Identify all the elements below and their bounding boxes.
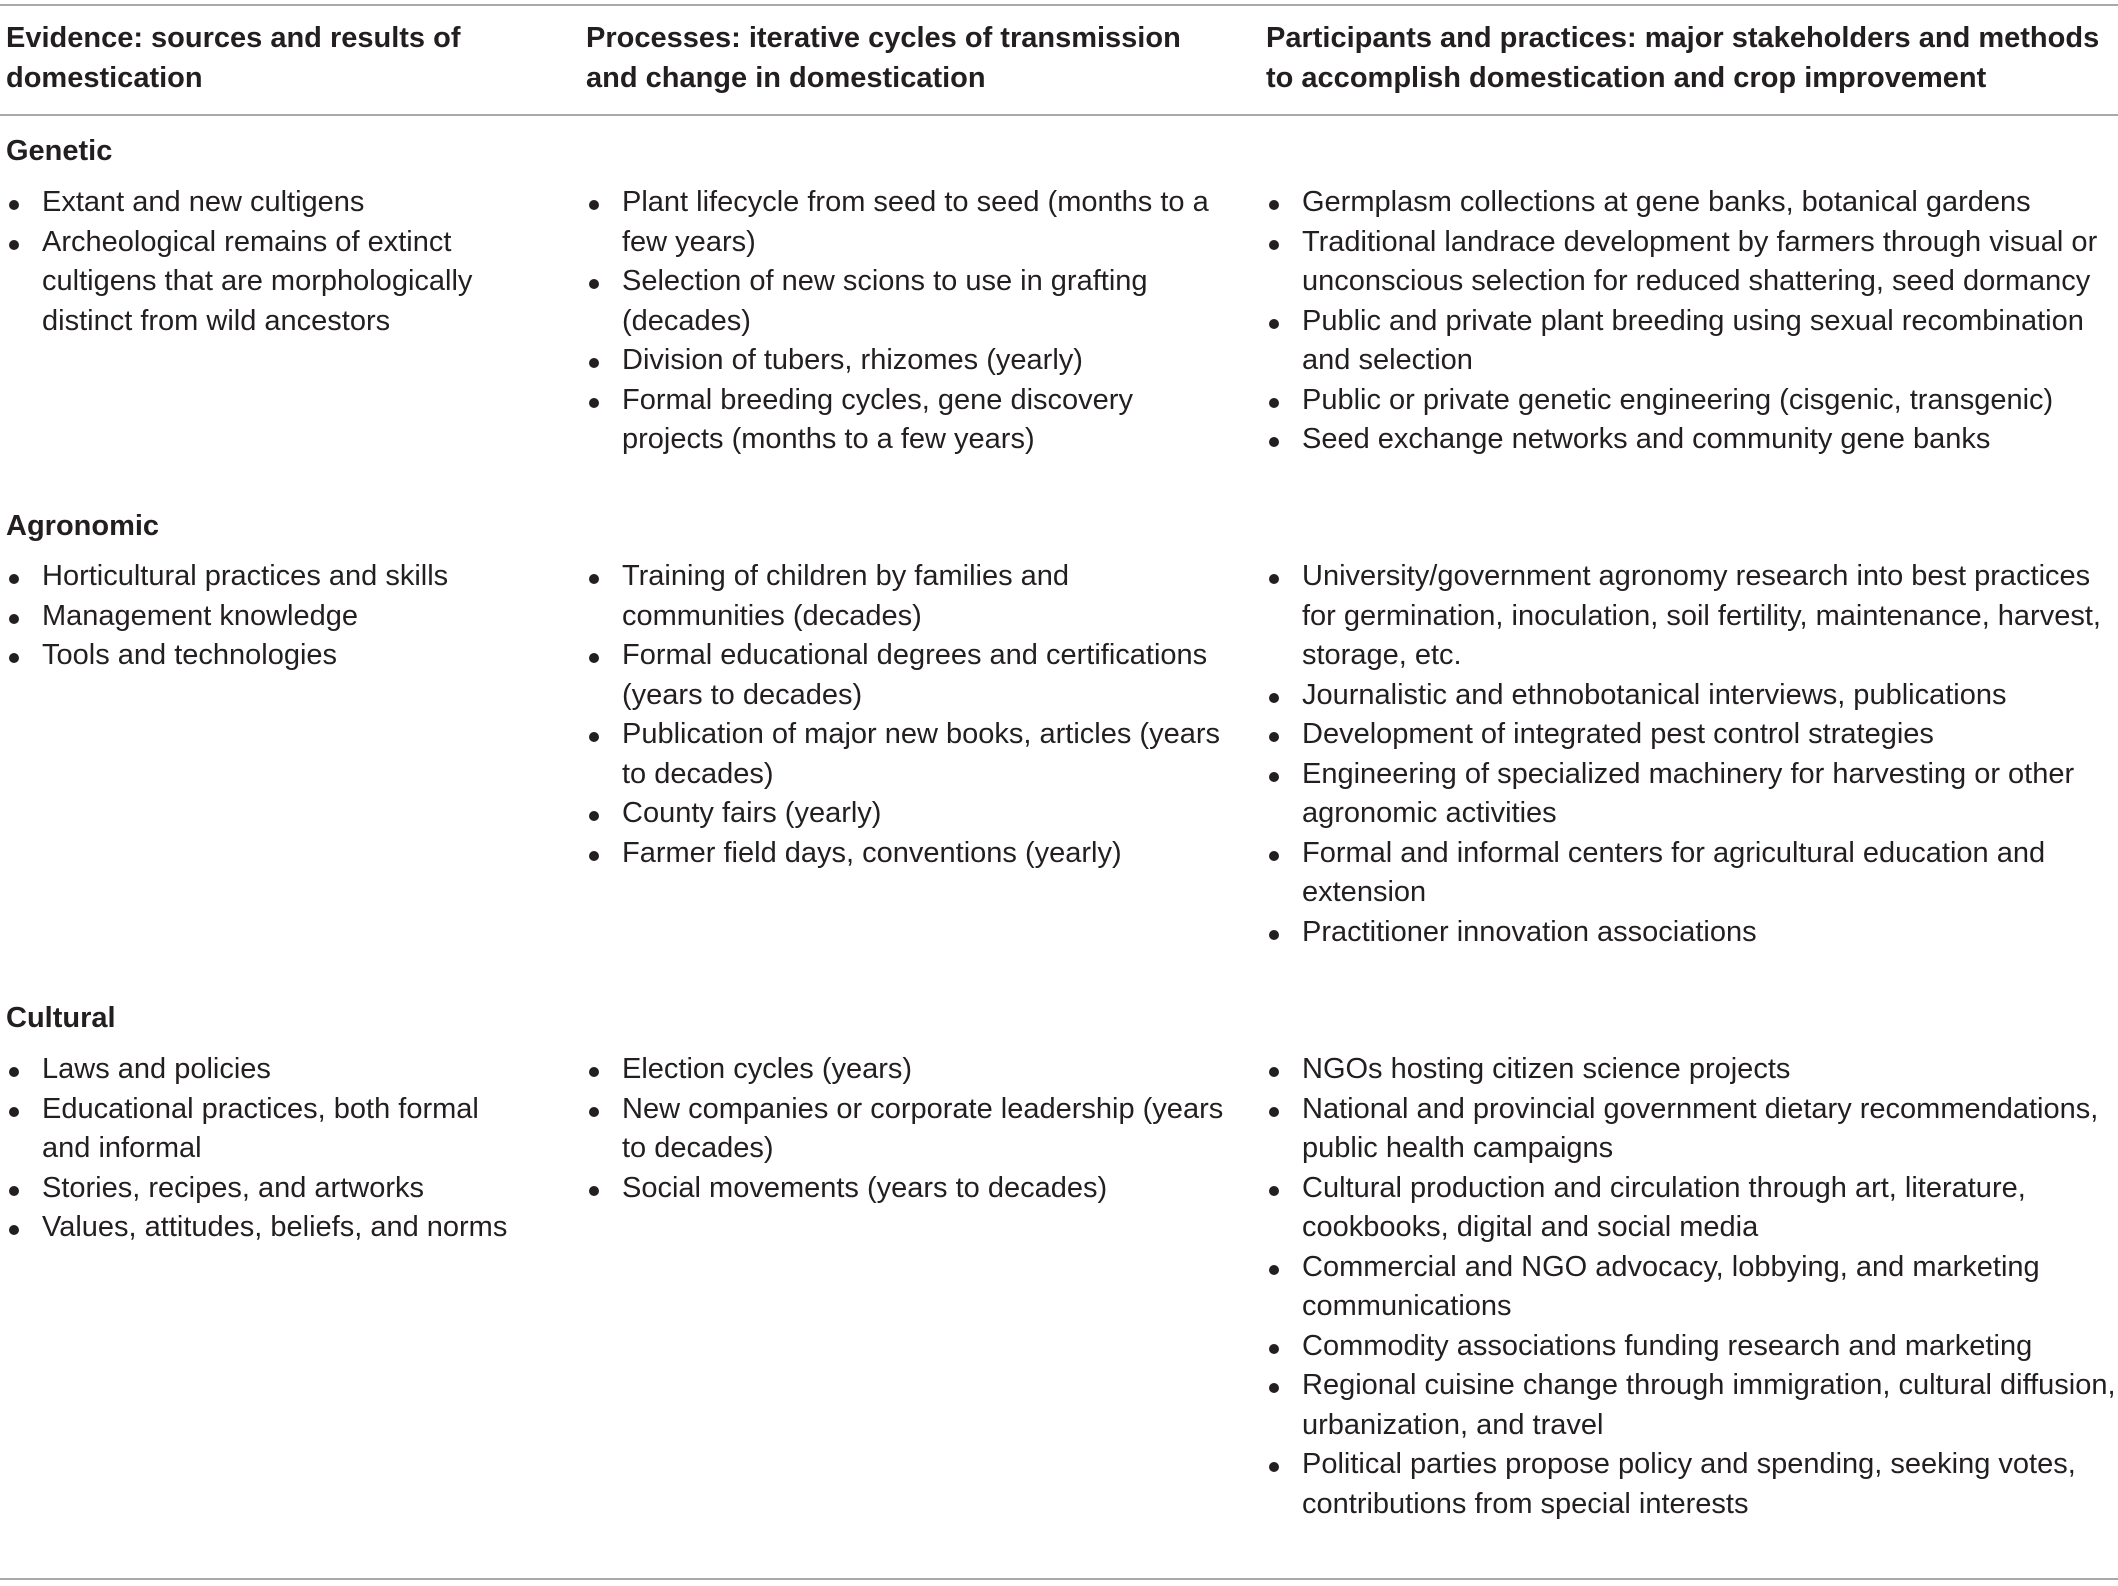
list-item: Formal and informal centers for agricultural education and extension — [1266, 834, 2118, 913]
list-item: Journalistic and ethnobotanical interviews, publications — [1266, 676, 2118, 716]
list-item: New companies or corporate leadership (years to decades) — [586, 1090, 1226, 1169]
list-item: Farmer field days, conventions (yearly) — [586, 834, 1226, 874]
list-item: Commodity associations funding research and marketing — [1266, 1327, 2118, 1367]
list-item: Laws and policies — [6, 1050, 526, 1090]
table-top-rule — [0, 4, 2118, 6]
header-processes: Processes: iterative cycles of transmission and change in domestication — [586, 22, 1181, 94]
cultural-participants-list — [1266, 1050, 2118, 1524]
table-bottom-rule — [0, 1578, 2118, 1580]
agronomic-processes-list — [586, 557, 1226, 873]
list-item: Stories, recipes, and artworks — [6, 1169, 526, 1209]
list-item: NGOs hosting citizen science projects — [1266, 1050, 2118, 1090]
list-item: Division of tubers, rhizomes (yearly) — [586, 341, 1226, 381]
list-item: Values, attitudes, beliefs, and norms — [6, 1208, 526, 1248]
list-item: Horticultural practices and skills — [6, 557, 526, 597]
list-item: Management knowledge — [6, 597, 526, 637]
list-item: Plant lifecycle from seed to seed (months to a few years) — [586, 183, 1226, 262]
genetic-evidence-list — [6, 183, 526, 341]
list-item: Tools and technologies — [6, 636, 526, 676]
list-item: Public and private plant breeding using sexual recombination and selection — [1266, 302, 2118, 381]
list-item: Engineering of specialized machinery for harvesting or other agronomic activities — [1266, 755, 2118, 834]
list-item: Election cycles (years) — [586, 1050, 1226, 1090]
list-item: Publication of major new books, articles (years to decades) — [586, 715, 1226, 794]
list-item: Traditional landrace development by farmers through visual or unconscious selection for reduced shattering, seed dormancy — [1266, 223, 2118, 302]
list-item: Archeological remains of extinct cultigens that are morphologically distinct from wild ancestors — [6, 223, 526, 342]
genetic-participants-list — [1266, 183, 2118, 460]
cultural-processes-list — [586, 1050, 1226, 1208]
list-item: Practitioner innovation associations — [1266, 913, 2118, 953]
section-cultural-label: Cultural — [6, 1002, 116, 1034]
list-item: Commercial and NGO advocacy, lobbying, and marketing communications — [1266, 1248, 2118, 1327]
list-item: Development of integrated pest control strategies — [1266, 715, 2118, 755]
list-item: Germplasm collections at gene banks, botanical gardens — [1266, 183, 2118, 223]
list-item: Social movements (years to decades) — [586, 1169, 1226, 1209]
list-item: Selection of new scions to use in grafting (decades) — [586, 262, 1226, 341]
list-item: Political parties propose policy and spending, seeking votes, contributions from special interests — [1266, 1445, 2118, 1524]
list-item: National and provincial government dietary recommendations, public health campaigns — [1266, 1090, 2118, 1169]
genetic-processes-list — [586, 183, 1226, 460]
list-item: Educational practices, both formal and informal — [6, 1090, 526, 1169]
section-agronomic-label: Agronomic — [6, 510, 160, 542]
agronomic-evidence-list — [6, 557, 526, 676]
header-rule — [0, 114, 2118, 116]
header-evidence: Evidence: sources and results of domestication — [6, 22, 461, 94]
list-item: Cultural production and circulation through art, literature, cookbooks, digital and social media — [1266, 1169, 2118, 1248]
section-genetic-label: Genetic — [6, 135, 113, 167]
list-item: University/government agronomy research into best practices for germination, inoculation, soil fertility, maintenance, harvest, storage, etc. — [1266, 557, 2118, 676]
list-item: Training of children by families and communities (decades) — [586, 557, 1226, 636]
list-item: County fairs (yearly) — [586, 794, 1226, 834]
header-participants: Participants and practices: major stakeholders and methods to accomplish domestication and crop improvement — [1266, 22, 2100, 94]
list-item: Public or private genetic engineering (cisgenic, transgenic) — [1266, 381, 2118, 421]
list-item: Regional cuisine change through immigration, cultural diffusion, urbanization, and travel — [1266, 1366, 2118, 1445]
list-item: Seed exchange networks and community gene banks — [1266, 420, 2118, 460]
cultural-evidence-list — [6, 1050, 526, 1248]
list-item: Extant and new cultigens — [6, 183, 526, 223]
list-item: Formal breeding cycles, gene discovery projects (months to a few years) — [586, 381, 1226, 460]
agronomic-participants-list — [1266, 557, 2118, 952]
list-item: Formal educational degrees and certifications (years to decades) — [586, 636, 1226, 715]
